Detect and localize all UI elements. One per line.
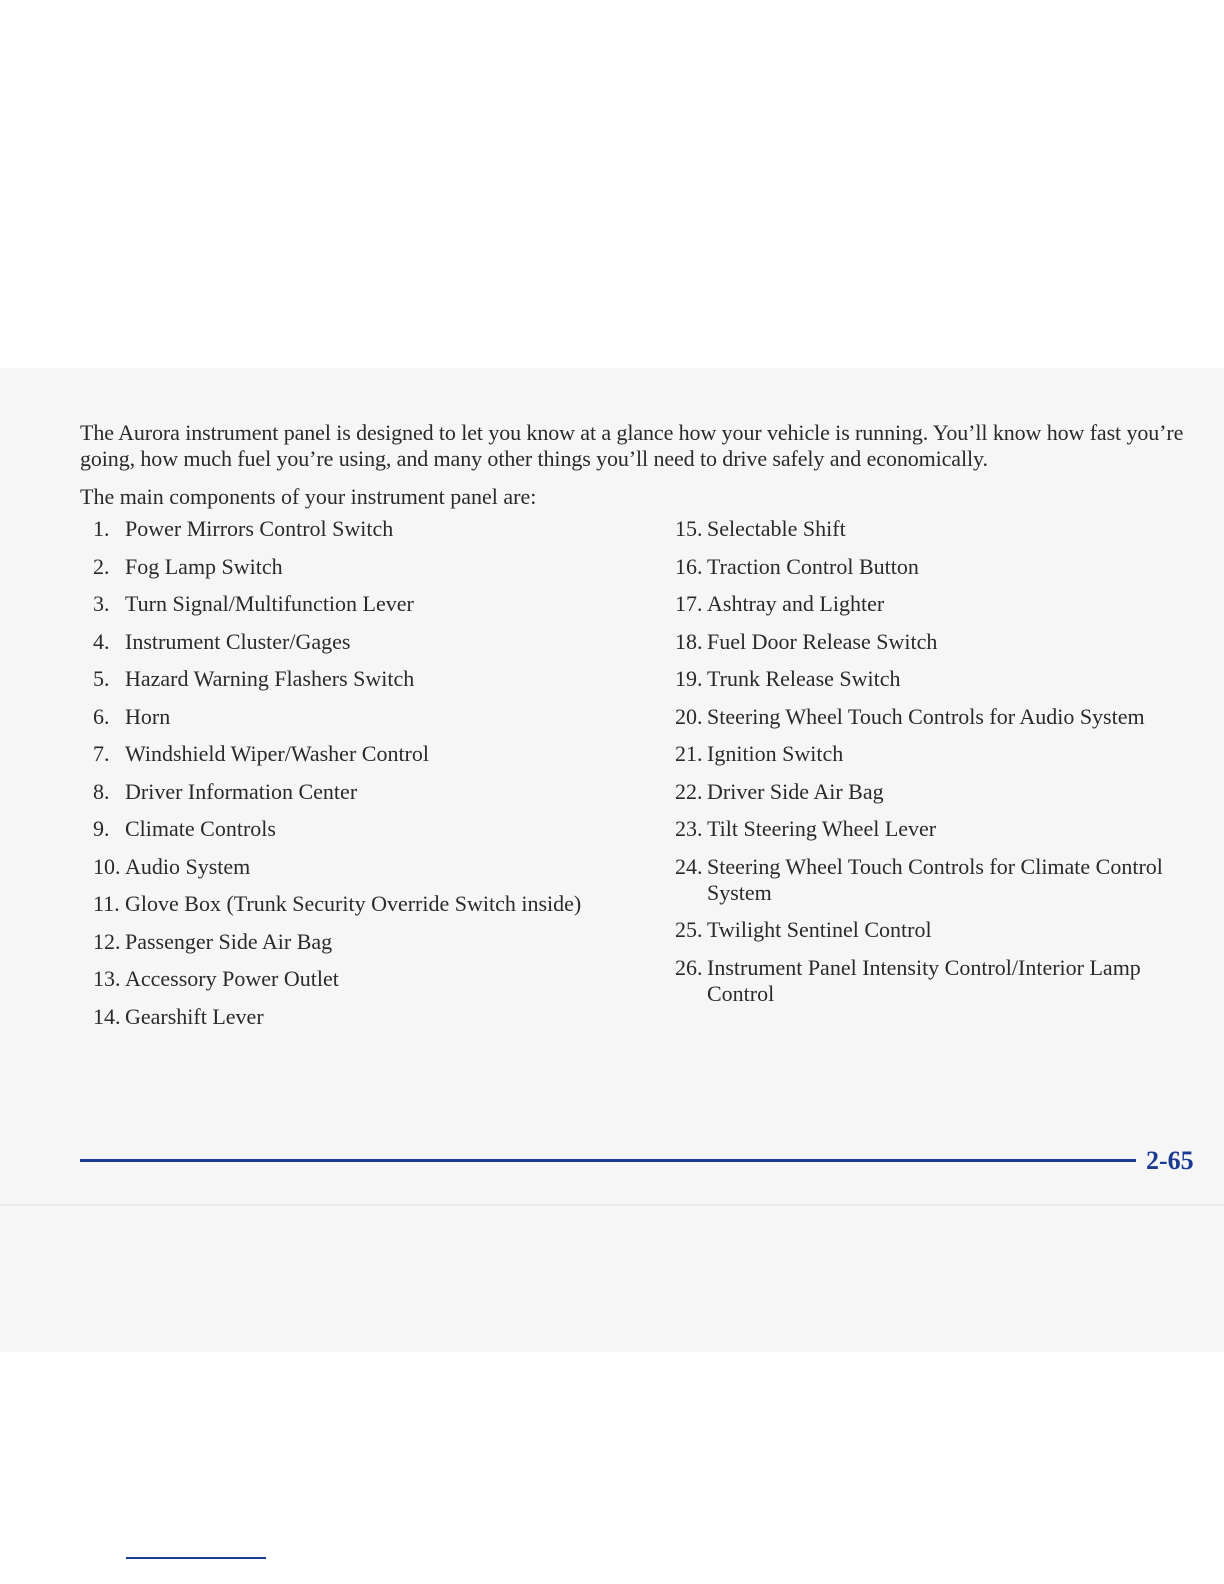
item-label: Traction Control Button [707, 553, 919, 579]
item-label: Steering Wheel Touch Controls for Audio System [707, 703, 1145, 729]
item-label: Ashtray and Lighter [707, 591, 885, 616]
list-item [80, 966, 640, 992]
item-number: 3. [93, 591, 110, 616]
item-label: Ignition Switch [707, 741, 844, 766]
item-label: Instrument Cluster/Gages [125, 628, 351, 654]
list-item [662, 516, 1202, 542]
item-number: 5. [93, 666, 110, 691]
item-number: 22. [675, 778, 703, 804]
item-number: 15. [675, 516, 703, 541]
list-item [662, 816, 1202, 842]
item-label: Turn Signal/Multifunction Lever [125, 591, 414, 616]
intro-paragraph: The Aurora instrument panel is designed to let you know at a glance how your vehicle is running. You’ll know how fast you’re going, how much fuel you’re using, and many other things you’ll need to drive safely and economically. [80, 420, 1184, 471]
item-number: 6. [93, 703, 110, 729]
item-number: 17. [675, 591, 703, 616]
item-number: 24. [675, 853, 703, 879]
item-number: 20. [675, 703, 703, 729]
item-label: Audio System [125, 853, 251, 879]
item-label: Tilt Steering Wheel Lever [707, 816, 937, 841]
item-label: Passenger Side Air Bag [125, 928, 333, 954]
item-number: 25. [675, 917, 703, 942]
item-number: 16. [675, 553, 703, 579]
divider [0, 1204, 1224, 1206]
list-item [80, 816, 640, 842]
list-lead-in: The main components of your instrument panel are: [80, 484, 537, 509]
item-label: Hazard Warning Flashers Switch [125, 666, 415, 691]
item-label: Trunk Release Switch [707, 666, 901, 691]
item-number: 26. [675, 954, 703, 980]
list-item [80, 591, 640, 617]
list-item [662, 629, 1202, 655]
item-number: 11. [93, 891, 120, 916]
list-item [80, 779, 640, 805]
item-label: Twilight Sentinel Control [707, 917, 932, 942]
list-item [662, 955, 1202, 1007]
list-item [80, 516, 640, 542]
item-label: Power Mirrors Control Switch [125, 516, 394, 541]
item-number: 1. [93, 516, 110, 541]
item-label: Driver Information Center [125, 778, 358, 804]
list-item [80, 666, 640, 692]
divider [126, 1557, 266, 1559]
list-item [80, 854, 640, 880]
list-item [80, 704, 640, 730]
list-item [662, 779, 1202, 805]
list-item [662, 591, 1202, 617]
item-label: Fuel Door Release Switch [707, 628, 938, 654]
item-number: 10. [93, 853, 121, 879]
list-item [662, 554, 1202, 580]
list-item [80, 929, 640, 955]
item-number: 13. [93, 966, 121, 991]
components-list-right [662, 516, 1202, 1018]
list-item [80, 891, 640, 917]
item-label: Instrument Panel Intensity Control/Interior Lamp Control [707, 954, 1141, 1006]
list-item [662, 666, 1202, 692]
item-number: 23. [675, 816, 703, 841]
item-label: Horn [125, 703, 171, 729]
item-label: Driver Side Air Bag [707, 778, 884, 804]
list-item [80, 554, 640, 580]
item-number: 21. [675, 741, 703, 766]
list-item [662, 704, 1202, 730]
list-item [662, 854, 1202, 906]
item-number: 7. [93, 741, 110, 766]
item-number: 8. [93, 778, 110, 804]
item-number: 12. [93, 928, 121, 954]
item-number: 2. [93, 553, 110, 579]
list-item [662, 917, 1202, 943]
list-item [80, 1004, 640, 1030]
item-label: Accessory Power Outlet [125, 966, 339, 991]
item-number: 14. [93, 1003, 121, 1029]
page-number: 2-65 [1146, 1146, 1194, 1175]
item-number: 19. [675, 666, 703, 691]
list-item [80, 629, 640, 655]
item-label: Steering Wheel Touch Controls for Climate Control System [707, 853, 1163, 905]
item-label: Fog Lamp Switch [125, 553, 283, 579]
item-number: 9. [93, 816, 110, 841]
item-label: Windshield Wiper/Washer Control [125, 741, 429, 766]
item-label: Climate Controls [125, 816, 276, 841]
list-item [80, 741, 640, 767]
item-label: Gearshift Lever [125, 1003, 264, 1029]
item-number: 4. [93, 628, 110, 654]
footer-rule [80, 1159, 1136, 1162]
components-list-left [80, 516, 640, 1041]
list-item [662, 741, 1202, 767]
item-label: Selectable Shift [707, 516, 846, 541]
item-number: 18. [675, 628, 703, 654]
item-label: Glove Box (Trunk Security Override Switch inside) [125, 891, 582, 916]
